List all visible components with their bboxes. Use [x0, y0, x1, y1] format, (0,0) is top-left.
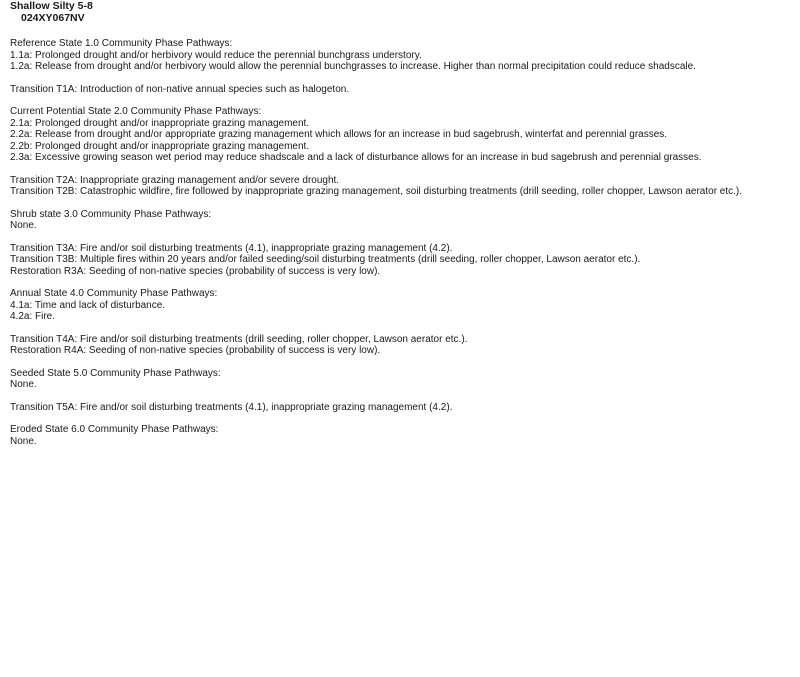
text-block [10, 288, 790, 323]
block-heading-line: Seeded State 5.0 Community Phase Pathways: [10, 367, 221, 379]
block-line: None. [10, 379, 37, 390]
text-block [10, 424, 790, 447]
block-line: 4.2a: Fire. [10, 311, 56, 322]
block-line: 4.1a: Time and lack of disturbance. [10, 299, 166, 311]
block-line: 1.2a: Release from drought and/or herbivory would allow the perennial bunchgrasses to increase. Higher than normal precipitation could reduce shadscale. [10, 61, 696, 72]
block-line: 2.3a: Excessive growing season wet period may reduce shadscale and a lack of disturbance allows for an increase in bud sagebrush and perennial grasses. [10, 152, 702, 163]
block-line: None. [10, 220, 37, 231]
document-title: Shallow Silty 5-8 [10, 0, 93, 12]
text-block [10, 38, 790, 73]
site-id: 024XY067NV [21, 12, 85, 24]
block-heading-line: Transition T4A: Fire and/or soil disturbing treatments (drill seeding, roller chopper, Lawson aerator etc.). [10, 333, 468, 345]
document-body [10, 38, 790, 447]
document-page [10, 0, 790, 447]
text-block [10, 334, 790, 357]
block-line: None. [10, 435, 37, 447]
block-heading-line: Annual State 4.0 Community Phase Pathways: [10, 288, 218, 299]
block-line: Transition T2B: Catastrophic wildfire, fire followed by inappropriate grazing management, soil disturbing treatments (drill seeding, roller chopper, Lawson aerator etc.). [10, 186, 743, 197]
block-line: Restoration R3A: Seeding of non-native species (probability of success is very low). [10, 265, 381, 277]
block-line: 1.1a: Prolonged drought and/or herbivory would reduce the perennial bunchgrass understory. [10, 49, 422, 61]
block-heading-line: Transition T1A: Introduction of non-native annual species such as halogeton. [10, 83, 350, 95]
block-heading-line: Eroded State 6.0 Community Phase Pathways: [10, 424, 219, 435]
text-block [10, 106, 790, 164]
block-line: Restoration R4A: Seeding of non-native species (probability of success is very low). [10, 345, 381, 356]
block-heading-line: Transition T2A: Inappropriate grazing management and/or severe drought. [10, 174, 340, 186]
block-heading-line: Reference State 1.0 Community Phase Pathways: [10, 38, 233, 49]
text-block [10, 175, 790, 198]
block-line: Transition T3B: Multiple fires within 20 years and/or failed seeding/soil disturbing treatments (drill seeding, roller chopper, Lawson aerator etc.). [10, 254, 641, 265]
block-heading-line: Transition T3A: Fire and/or soil disturbing treatments (4.1), inappropriate grazing management (4.2). [10, 242, 453, 254]
block-line: 2.1a: Prolonged drought and/or inappropriate grazing management. [10, 117, 310, 129]
text-block [10, 243, 790, 278]
text-block [10, 84, 790, 96]
text-block [10, 209, 790, 232]
block-heading-line: Transition T5A: Fire and/or soil disturbing treatments (4.1), inappropriate grazing management (4.2). [10, 401, 453, 413]
block-line: 2.2b: Prolonged drought and/or inappropriate grazing management. [10, 140, 310, 152]
block-heading-line: Current Potential State 2.0 Community Phase Pathways: [10, 106, 262, 117]
block-line: 2.2a: Release from drought and/or appropriate grazing management which allows for an increase in bud sagebrush, winterfat and perennial grasses. [10, 129, 668, 140]
text-block [10, 368, 790, 391]
block-heading-line: Shrub state 3.0 Community Phase Pathways: [10, 208, 212, 220]
text-block [10, 402, 790, 414]
